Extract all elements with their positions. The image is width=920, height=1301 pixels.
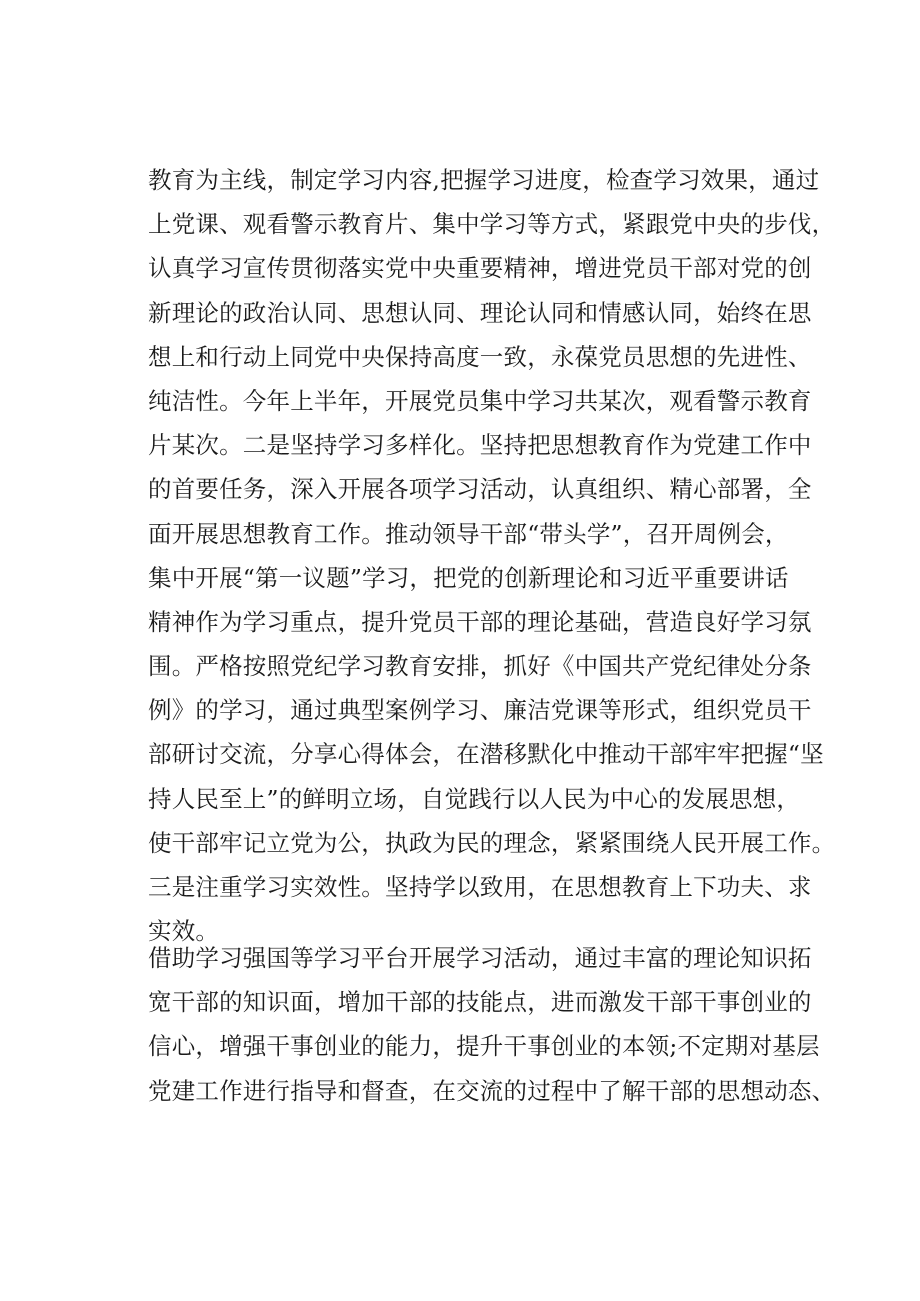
body-paragraph [148,158,836,953]
text-line: 面开展思想教育工作。推动领导干部“带头学”，召开周例会， [148,519,789,548]
text-line: 认真学习宣传贯彻落实党中央重要精神，增进党员干部对党的创 [148,254,812,283]
text-line: 片某次。二是坚持学习多样化。坚持把思想教育作为党建工作中 [148,431,812,460]
text-line: 使干部牢记立党为公，执政为民的理念，紧紧围绕人民开展工作。 [148,828,836,857]
text-line: 集中开展“第一议题”学习，把党的创新理论和习近平重要讲话 [148,563,789,592]
text-line: 借助学习强国等学习平台开展学习活动，通过丰富的理论知识拓 [148,944,812,972]
text-line: 纯洁性。今年上半年，开展党员集中学习共某次，观看警示教育 [148,386,812,415]
text-line: 三是注重学习实效性。坚持学以致用，在思想教育上下功夫、求 [148,873,812,901]
text-line: 新理论的政治认同、思想认同、理论认同和情感认同，始终在思 [148,298,812,327]
text-line: 想上和行动上同党中央保持高度一致，永葆党员思想的先进性、 [148,342,812,371]
text-line: 精神作为学习重点，提升党员干部的理论基础，营造良好学习氛 [148,607,812,636]
text-line: 上党课、观看警示教育片、集中学习等方式，紧跟党中央的步伐， [148,210,836,239]
text-line: 信心，增强干事创业的能力，提升干事创业的本领;不定期对基层 [148,1032,820,1061]
text-line: 的首要任务，深入开展各项学习活动，认真组织、精心部署，全 [148,475,812,504]
text-line: 例》的学习，通过典型案例学习、廉洁党课等形式，组织党员干 [148,696,812,725]
text-line: 围。严格按照党纪学习教育安排，抓好《中国共产党纪律处分条 [148,652,812,681]
text-line: 持人民至上”的鲜明立场，自觉践行以人民为中心的发展思想， [148,784,801,813]
text-line: 教育为主线，制定学习内容,把握学习进度，检查学习效果，通过 [148,166,820,194]
text-line: 宽干部的知识面，增加干部的技能点，进而激发干部干事创业的 [148,988,812,1017]
text-line: 部研讨交流，分享心得体会，在潜移默化中推动干部牢牢把握“坚 [148,740,824,769]
text-line: 党建工作进行指导和督查，在交流的过程中了解干部的思想动态、 [148,1076,836,1105]
body-paragraph [148,936,836,1113]
text-line: 实效。 [148,917,220,946]
